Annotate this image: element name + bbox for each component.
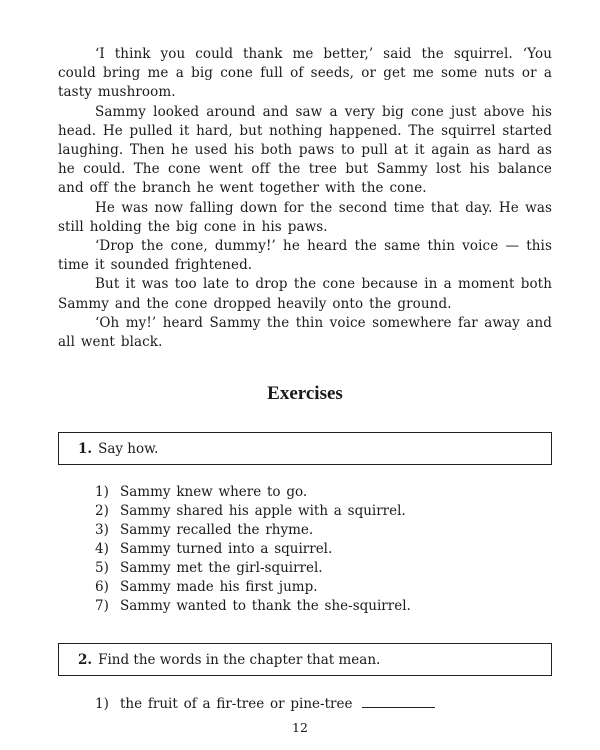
story-paragraph: ‘I think you could thank me better,’ said the squirrel. ‘You could bring me a big cone full of seeds, or get me some nuts or a tasty mushroom.	[58, 46, 552, 101]
document-page	[58, 45, 552, 714]
story-paragraph: Sammy looked around and saw a very big cone just above his head. He pulled it hard, but nothing happened. The squirrel started laughing. Then he used his both paws to pull at it again as hard as he could. The cone went off the tree but Sammy lost his balance and off the branch he went together with the cone.	[58, 103, 552, 197]
task-2-list	[58, 695, 552, 714]
item-text: Sammy shared his apple with a squirrel.	[120, 503, 406, 520]
task-2-box	[58, 643, 552, 676]
item-text: Sammy met the girl-squirrel.	[120, 560, 323, 577]
item-text: Sammy recalled the rhyme.	[120, 522, 314, 539]
list-item	[95, 695, 552, 714]
answer-blank-line[interactable]	[362, 706, 435, 708]
page-number: 12	[292, 720, 308, 735]
exercises-heading: Exercises	[267, 383, 343, 405]
task-1-list	[58, 483, 552, 616]
list-item	[95, 540, 552, 559]
story-paragraph: But it was too late to drop the cone because in a moment both Sammy and the cone dropped heavily onto the ground.	[58, 276, 552, 312]
item-number: 5)	[95, 560, 109, 577]
item-number: 4)	[95, 541, 109, 558]
task-instruction: Say how.	[98, 440, 159, 457]
list-item	[95, 483, 552, 502]
task-1-box	[58, 432, 552, 465]
task-instruction: Find the words in the chapter that mean.	[98, 651, 381, 668]
item-number: 1)	[95, 484, 109, 501]
list-item	[95, 597, 552, 616]
item-number: 1)	[95, 696, 109, 713]
story-paragraph: ‘Oh my!’ heard Sammy the thin voice somewhere far away and all went black.	[58, 314, 552, 351]
task-number: 2.	[78, 651, 93, 668]
item-number: 2)	[95, 503, 109, 520]
list-item	[95, 578, 552, 597]
item-number: 7)	[95, 598, 109, 615]
list-item	[95, 521, 552, 540]
story-paragraph: He was now falling down for the second time that day. He was still holding the big cone in his paws.	[58, 199, 552, 235]
list-item	[95, 559, 552, 578]
item-text: Sammy made his first jump.	[120, 579, 318, 596]
story-text	[58, 45, 552, 352]
task-number: 1.	[78, 440, 93, 457]
item-text: Sammy wanted to thank the she-squirrel.	[120, 598, 411, 615]
story-paragraph: ‘Drop the cone, dummy!’ he heard the same thin voice — this time it sounded frightened.	[58, 238, 552, 274]
item-text: Sammy knew where to go.	[120, 484, 308, 501]
item-number: 3)	[95, 522, 109, 539]
item-text: the fruit of a fir-tree or pine-tree	[120, 696, 353, 713]
list-item	[95, 502, 552, 521]
item-text: Sammy turned into a squirrel.	[120, 541, 333, 558]
item-number: 6)	[95, 579, 109, 596]
